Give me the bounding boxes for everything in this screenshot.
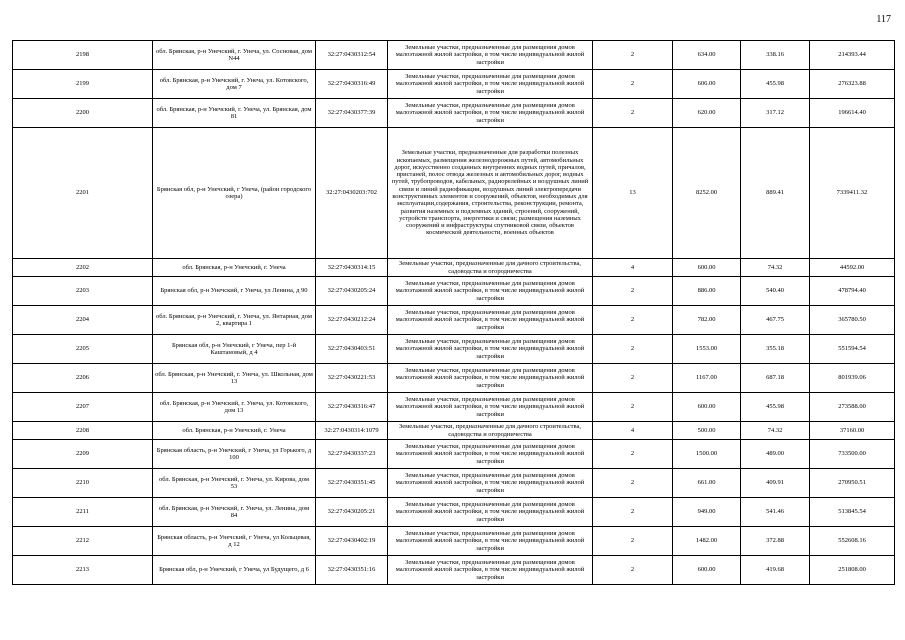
- row-cadastral-number: 32:27:0430312:54: [316, 41, 388, 70]
- row-cadastral-number: 32:27:0430205:24: [316, 277, 388, 306]
- row-group: 2: [593, 498, 673, 527]
- row-group: 13: [593, 128, 673, 259]
- row-area: 606.00: [673, 70, 741, 99]
- row-address: обл. Брянская, р-н Унечский, г. Унеча, ул. Кирова, дом 53: [153, 469, 316, 498]
- row-land-use: Земельные участки, предназначенные для разработки полезных ископаемых, размещения железнодорожных путей, автомобильных дорог, искусственно созданных внутренних водных путей, причалов, пристаней, полос отвода железных и автомобильных дорог, водных путей, трубопроводов, кабельных, радиорелейных и воздушных линий связи и линий радиофикации, воздушных линий электропередачи конструктивных элементов и сооружений, объектов, необходимых для эксплуатации,содержания, строительства, реконструкции, ремонта, развития наземных и подземных зданий, строений, сооружений, устройств транспорта, энергетики и связи; размещения наземных сооружений и инфраструктуры спутниковой связи, объектов космической деятельности, военных объектов: [388, 128, 593, 259]
- row-land-use: Земельные участки, предназначенные для размещения домов малоэтажной жилой застройки, в том числе индивидуальной жилой застройки: [388, 99, 593, 128]
- row-group: 2: [593, 306, 673, 335]
- row-land-use: Земельные участки, предназначенные для размещения домов малоэтажной жилой застройки, в том числе индивидуальной жилой застройки: [388, 335, 593, 364]
- row-group: 2: [593, 70, 673, 99]
- row-address: Брянская обл, р-н Унечский, г Унеча, пер 1-й Каштановый, д 4: [153, 335, 316, 364]
- row-address: обл. Брянская, р-н Унечский, г. Унеча, ул. Янтарная, дом 2, квартира 1: [153, 306, 316, 335]
- row-number: 2202: [13, 259, 153, 277]
- row-number: 2212: [13, 527, 153, 556]
- table-row: [13, 422, 895, 440]
- row-rate: 74.32: [741, 259, 810, 277]
- row-group: 2: [593, 41, 673, 70]
- row-number: 2203: [13, 277, 153, 306]
- table-row: [13, 335, 895, 364]
- row-cost: 801939.06: [810, 364, 895, 393]
- row-rate: 409.91: [741, 469, 810, 498]
- table-row: [13, 498, 895, 527]
- row-cost: 365780.50: [810, 306, 895, 335]
- row-rate: 355.18: [741, 335, 810, 364]
- row-address: Брянская область, р-н Унечский, г Унеча, ул Горького, д 100: [153, 440, 316, 469]
- row-number: 2201: [13, 128, 153, 259]
- row-cadastral-number: 32:27:0430377:39: [316, 99, 388, 128]
- row-address: обл. Брянская, р-н Унечский, г. Унеча: [153, 422, 316, 440]
- row-address: Брянская обл, р-н Унечский, г Унеча, ул Ленина, д 90: [153, 277, 316, 306]
- row-address: обл. Брянская, р-н Унечский, г. Унеча, ул. Школьная, дом 13: [153, 364, 316, 393]
- row-cadastral-number: 32:27:0430351:16: [316, 556, 388, 585]
- row-group: 2: [593, 556, 673, 585]
- row-area: 620.00: [673, 99, 741, 128]
- row-land-use: Земельные участки, предназначенные для размещения домов малоэтажной жилой застройки, в том числе индивидуальной жилой застройки: [388, 556, 593, 585]
- row-cadastral-number: 32:27:0430351:45: [316, 469, 388, 498]
- row-area: 886.00: [673, 277, 741, 306]
- row-cost: 7339411.32: [810, 128, 895, 259]
- row-cadastral-number: 32:27:0430316:49: [316, 70, 388, 99]
- row-area: 949.00: [673, 498, 741, 527]
- row-area: 782.00: [673, 306, 741, 335]
- row-group: 2: [593, 440, 673, 469]
- row-address: обл. Брянская, р-н Унечский, г. Унеча, ул. Ленина, дом 84: [153, 498, 316, 527]
- table-row: [13, 469, 895, 498]
- table-row: [13, 41, 895, 70]
- row-number: 2198: [13, 41, 153, 70]
- page-number: 117: [876, 14, 891, 25]
- row-address: Брянская обл, р-н Унечский, г Унеча, ул Будущего, д 6: [153, 556, 316, 585]
- row-cost: 214393.44: [810, 41, 895, 70]
- row-number: 2210: [13, 469, 153, 498]
- table-row: [13, 364, 895, 393]
- row-land-use: Земельные участки, предназначенные для размещения домов малоэтажной жилой застройки, в том числе индивидуальной жилой застройки: [388, 393, 593, 422]
- table-row: [13, 99, 895, 128]
- row-rate: 467.75: [741, 306, 810, 335]
- row-land-use: Земельные участки, предназначенные для дачного строительства, садоводства и огородничества: [388, 422, 593, 440]
- row-rate: 687.18: [741, 364, 810, 393]
- row-number: 2211: [13, 498, 153, 527]
- row-area: 600.00: [673, 393, 741, 422]
- table-row: [13, 556, 895, 585]
- row-land-use: Земельные участки, предназначенные для дачного строительства, садоводства и огородничества: [388, 259, 593, 277]
- row-rate: 372.88: [741, 527, 810, 556]
- row-cost: 44592.00: [810, 259, 895, 277]
- row-cadastral-number: 32:27:0430337:23: [316, 440, 388, 469]
- table-row: [13, 277, 895, 306]
- row-area: 634.00: [673, 41, 741, 70]
- table-row: [13, 440, 895, 469]
- row-cost: 37160.00: [810, 422, 895, 440]
- row-area: 600.00: [673, 259, 741, 277]
- row-group: 2: [593, 277, 673, 306]
- row-land-use: Земельные участки, предназначенные для размещения домов малоэтажной жилой застройки, в том числе индивидуальной жилой застройки: [388, 469, 593, 498]
- row-group: 4: [593, 259, 673, 277]
- row-group: 2: [593, 335, 673, 364]
- row-rate: 317.12: [741, 99, 810, 128]
- row-address: Брянская обл, р-н Унечский, г Унеча, (район городского озера): [153, 128, 316, 259]
- row-cadastral-number: 32:27:0430316:47: [316, 393, 388, 422]
- row-cadastral-number: 32:27:0430403:51: [316, 335, 388, 364]
- row-address: обл. Брянская, р-н Унечский, г. Унеча: [153, 259, 316, 277]
- row-area: 1167.00: [673, 364, 741, 393]
- row-rate: 889.41: [741, 128, 810, 259]
- row-rate: 74.32: [741, 422, 810, 440]
- row-number: 2206: [13, 364, 153, 393]
- row-cost: 552608.16: [810, 527, 895, 556]
- row-area: 661.00: [673, 469, 741, 498]
- row-group: 2: [593, 393, 673, 422]
- row-address: обл. Брянская, р-н Унечский, г. Унеча, ул. Котовского, дом 13: [153, 393, 316, 422]
- row-address: обл. Брянская, р-н Унечский, г. Унеча, ул. Сосновая, дом N44: [153, 41, 316, 70]
- row-cadastral-number: 32:27:0430221:53: [316, 364, 388, 393]
- row-group: 2: [593, 469, 673, 498]
- table-row: [13, 70, 895, 99]
- row-number: 2209: [13, 440, 153, 469]
- row-cost: 478794.40: [810, 277, 895, 306]
- row-cadastral-number: 32:27:0430203:702: [316, 128, 388, 259]
- row-land-use: Земельные участки, предназначенные для размещения домов малоэтажной жилой застройки, в том числе индивидуальной жилой застройки: [388, 306, 593, 335]
- table-row: [13, 128, 895, 259]
- row-group: 2: [593, 99, 673, 128]
- row-area: 1500.00: [673, 440, 741, 469]
- row-number: 2207: [13, 393, 153, 422]
- row-area: 1553.00: [673, 335, 741, 364]
- row-land-use: Земельные участки, предназначенные для размещения домов малоэтажной жилой застройки, в том числе индивидуальной жилой застройки: [388, 277, 593, 306]
- table-row: [13, 259, 895, 277]
- row-rate: 455.98: [741, 393, 810, 422]
- row-cadastral-number: 32:27:0430314:15: [316, 259, 388, 277]
- row-number: 2200: [13, 99, 153, 128]
- cadastral-value-table: [12, 40, 895, 585]
- row-address: обл. Брянская, р-н Унечский, г. Унеча, ул. Брянская, дом 81: [153, 99, 316, 128]
- row-land-use: Земельные участки, предназначенные для размещения домов малоэтажной жилой застройки, в том числе индивидуальной жилой застройки: [388, 70, 593, 99]
- row-rate: 541.46: [741, 498, 810, 527]
- row-land-use: Земельные участки, предназначенные для размещения домов малоэтажной жилой застройки, в том числе индивидуальной жилой застройки: [388, 498, 593, 527]
- row-cadastral-number: 32:27:0430402:19: [316, 527, 388, 556]
- row-cadastral-number: 32:27:0430314:1079: [316, 422, 388, 440]
- table-row: [13, 393, 895, 422]
- row-number: 2199: [13, 70, 153, 99]
- row-area: 8252.00: [673, 128, 741, 259]
- row-rate: 455.98: [741, 70, 810, 99]
- row-rate: 338.16: [741, 41, 810, 70]
- row-area: 500.00: [673, 422, 741, 440]
- row-cadastral-number: 32:27:0430205:21: [316, 498, 388, 527]
- row-cost: 276323.88: [810, 70, 895, 99]
- row-cost: 270950.51: [810, 469, 895, 498]
- row-group: 4: [593, 422, 673, 440]
- row-cost: 251808.00: [810, 556, 895, 585]
- row-cost: 733500.00: [810, 440, 895, 469]
- row-cost: 551594.54: [810, 335, 895, 364]
- row-address: Брянская область, р-н Унечский, г Унеча, ул Кольцевая, д 12: [153, 527, 316, 556]
- row-cadastral-number: 32:27:0430212:24: [316, 306, 388, 335]
- row-land-use: Земельные участки, предназначенные для размещения домов малоэтажной жилой застройки, в том числе индивидуальной жилой застройки: [388, 440, 593, 469]
- row-area: 600.00: [673, 556, 741, 585]
- row-number: 2213: [13, 556, 153, 585]
- row-rate: 489.00: [741, 440, 810, 469]
- row-group: 2: [593, 527, 673, 556]
- row-rate: 419.68: [741, 556, 810, 585]
- row-number: 2208: [13, 422, 153, 440]
- row-cost: 513845.54: [810, 498, 895, 527]
- row-group: 2: [593, 364, 673, 393]
- table-row: [13, 527, 895, 556]
- row-area: 1482.00: [673, 527, 741, 556]
- row-rate: 540.40: [741, 277, 810, 306]
- table-row: [13, 306, 895, 335]
- row-land-use: Земельные участки, предназначенные для размещения домов малоэтажной жилой застройки, в том числе индивидуальной жилой застройки: [388, 364, 593, 393]
- row-cost: 196614.40: [810, 99, 895, 128]
- row-number: 2205: [13, 335, 153, 364]
- row-address: обл. Брянская, р-н Унечский, г. Унеча, ул. Котовского, дом 7: [153, 70, 316, 99]
- row-number: 2204: [13, 306, 153, 335]
- row-cost: 273588.00: [810, 393, 895, 422]
- row-land-use: Земельные участки, предназначенные для размещения домов малоэтажной жилой застройки, в том числе индивидуальной жилой застройки: [388, 41, 593, 70]
- row-land-use: Земельные участки, предназначенные для размещения домов малоэтажной жилой застройки, в том числе индивидуальной жилой застройки: [388, 527, 593, 556]
